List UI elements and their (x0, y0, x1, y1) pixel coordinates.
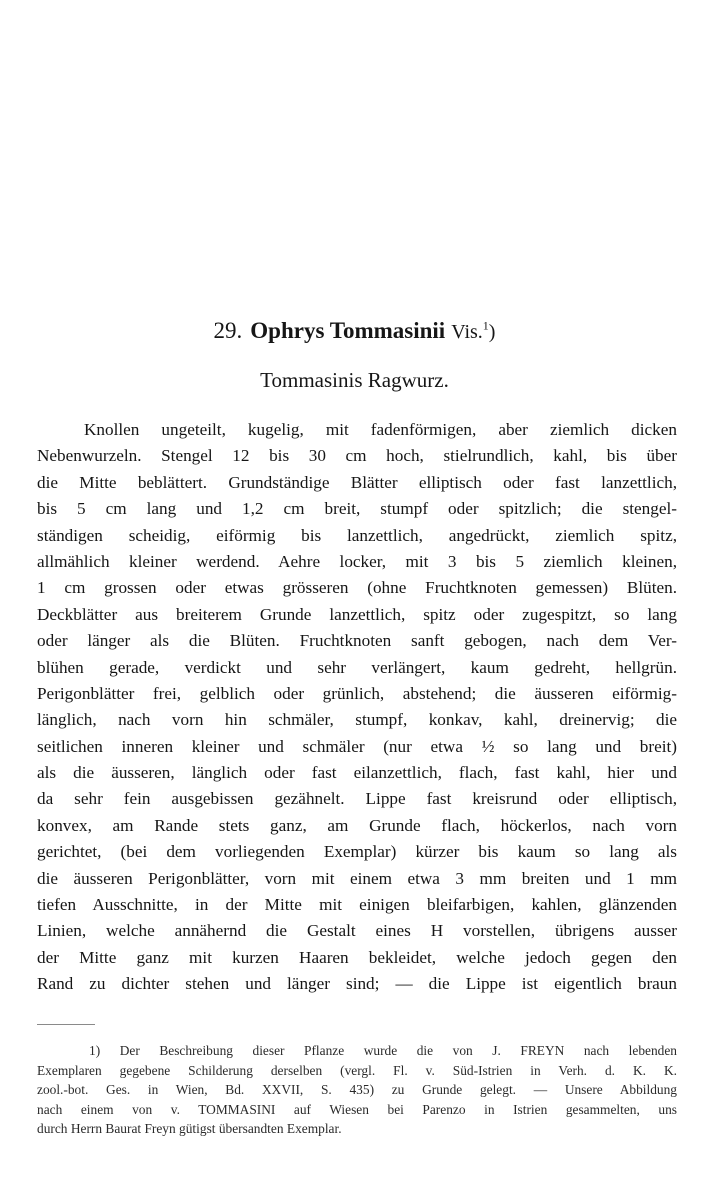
footnote-reference-paren: ) (488, 321, 496, 343)
body-line: blühen gerade, verdickt und sehr verlängert, kaum gedreht, hellgrün. (37, 657, 677, 677)
species-number: 29. (213, 318, 243, 343)
description-paragraph (37, 417, 677, 998)
body-line: Nebenwurzeln. Stengel 12 bis 30 cm hoch, stielrundlich, kahl, bis über (37, 446, 677, 466)
body-line: Linien, welche annähernd die Gestalt eines H vorstellen, übrigens ausser (37, 921, 677, 941)
body-line: allmählich kleiner werdend. Aehre locker, mit 3 bis 5 ziemlich kleinen, (37, 551, 677, 571)
footnote-reference: 1 (482, 318, 489, 333)
body-line: bis 5 cm lang und 1,2 cm breit, stumpf oder spitzlich; die stengel- (37, 499, 677, 519)
body-line: oder länger als die Blüten. Fruchtknoten sanft gebogen, nach dem Ver- (37, 631, 677, 651)
body-line: da sehr fein ausgebissen gezähnelt. Lippe fast kreisrund oder elliptisch, (37, 789, 677, 809)
body-line: seitlichen inneren kleiner und schmäler (nur etwa ½ so lang und breit) (37, 736, 677, 756)
common-name: Tommasinis Ragwurz. (260, 368, 449, 392)
body-line: länglich, nach vorn hin schmäler, stumpf, konkav, kahl, dreinervig; die (37, 710, 677, 730)
body-line: 1 cm grossen oder etwas grösseren (ohne Fruchtknoten gemessen) Blüten. (37, 578, 677, 598)
footnote-line: nach einem von v. TOMMASINI auf Wiesen bei Parenzo in Istrien gesammelten, uns (37, 1101, 677, 1117)
species-name: Ophrys Tommasinii (250, 318, 446, 343)
body-line: ständigen scheidig, eiförmig bis lanzettlich, angedrückt, ziemlich spitz, (37, 525, 677, 545)
body-line: Knollen ungeteilt, kugelig, mit fadenförmigen, aber ziemlich dicken (84, 420, 677, 439)
footnote-divider (37, 1024, 95, 1025)
body-line: der Mitte ganz mit kurzen Haaren bekleidet, welche jedoch gegen den (37, 947, 677, 967)
body-line: Deckblätter aus breiterem Grunde lanzettlich, spitz oder zugespitzt, so lang (37, 604, 677, 624)
body-line: gerichtet, (bei dem vorliegenden Exemplar) kürzer bis kaum so lang als (37, 842, 677, 862)
footnote-line: Exemplaren gegebene Schilderung derselben (vergl. Fl. v. Süd-Istrien in Verh. d. K. K. (37, 1062, 677, 1078)
body-line: konvex, am Rande stets ganz, am Grunde flach, höckerlos, nach vorn (37, 815, 677, 835)
species-heading (0, 316, 709, 347)
body-line: als die äusseren, länglich oder fast eilanzettlich, flach, fast kahl, hier und (37, 763, 677, 783)
footnote-line: 1) Der Beschreibung dieser Pflanze wurde die von J. FREYN nach lebenden (89, 1043, 677, 1058)
body-line: tiefen Ausschnitte, in der Mitte mit einigen bleifarbigen, kahlen, glänzenden (37, 895, 677, 915)
footnote (37, 1041, 677, 1139)
footnote-line: durch Herrn Baurat Freyn gütigst übersandten Exemplar. (37, 1121, 342, 1137)
body-line: die äusseren Perigonblätter, vorn mit einem etwa 3 mm breiten und 1 mm (37, 868, 677, 888)
body-line: Rand zu dichter stehen und länger sind; — die Lippe ist eigentlich braun (37, 974, 677, 994)
footnote-line: zool.-bot. Ges. in Wien, Bd. XXVII, S. 435) zu Grunde gelegt. — Unsere Abbildung (37, 1082, 677, 1098)
body-line: Perigonblätter frei, gelblich oder grünlich, abstehend; die äusseren eiförmig- (37, 683, 677, 703)
body-line: die Mitte beblättert. Grundständige Blätter elliptisch oder fast lanzettlich, (37, 472, 677, 492)
species-author: Vis. (451, 321, 483, 343)
